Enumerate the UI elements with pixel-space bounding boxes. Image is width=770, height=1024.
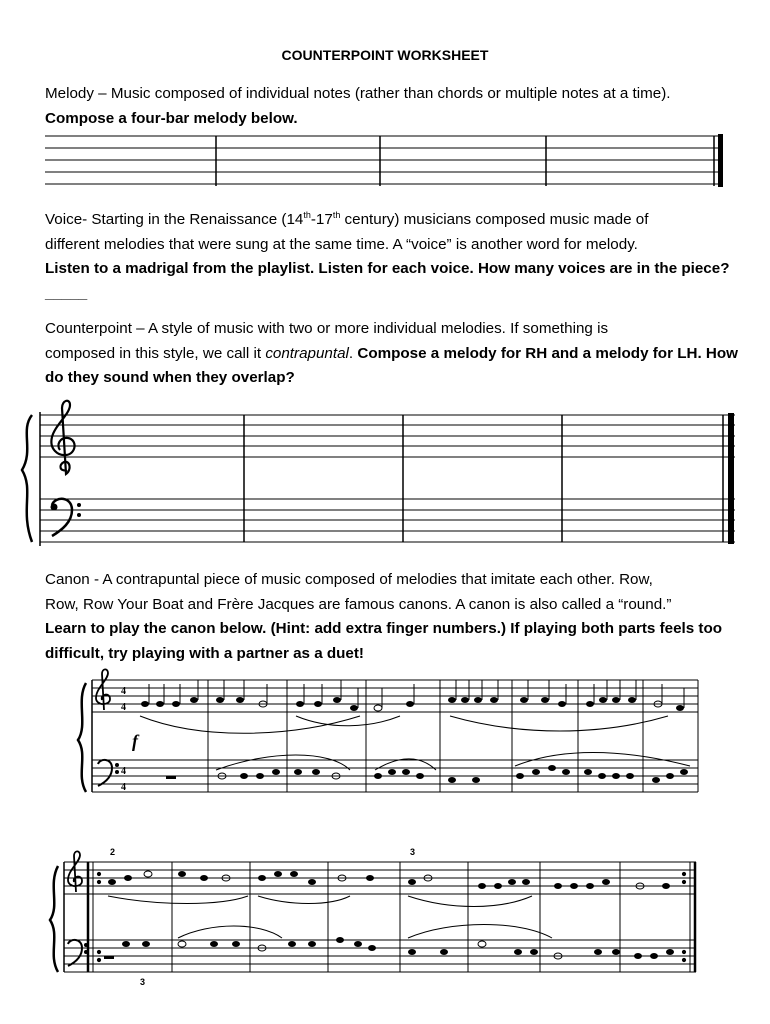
time-signature <box>121 686 126 793</box>
voice-task: Listen to a madrigal from the playlist. Listen for each voice. How many voices are in the piece?_____ <box>45 260 730 302</box>
melody-blank-staff <box>45 134 723 187</box>
melody-definition: Melody – Music composed of individual notes (rather than chords or multiple notes at a time). <box>45 85 671 102</box>
treble-clef-icon <box>51 401 74 474</box>
counterpoint-line1: Counterpoint – A style of music with two or more individual melodies. If something is <box>45 320 609 337</box>
voice-sup-2: th <box>332 209 341 220</box>
dynamic-forte: f <box>132 731 138 751</box>
voice-line1-start: Voice- Starting in the Renaissance (14 <box>45 211 304 228</box>
canon-system-2-notes <box>68 851 686 966</box>
worksheet-title: COUNTERPOINT WORKSHEET <box>281 47 489 63</box>
canon-line1: Canon - A contrapuntal piece of music composed of melodies that imitate each other. Row, <box>45 571 653 588</box>
time-signature-top-treble: 4 <box>121 686 126 697</box>
voice-line1-mid: -17 <box>310 211 333 228</box>
voice-line2: different melodies that were sung at the same time. A “voice” is another word for melody. <box>45 235 638 253</box>
canon-task: Learn to play the canon below. (Hint: add extra finger numbers.) If playing both parts feels too difficult, try playing with a partner as a duet! <box>45 620 723 662</box>
composition-grand-staff <box>22 412 735 546</box>
counterpoint-line2-end: . <box>348 344 358 362</box>
contrapuntal-term: contrapuntal <box>265 344 349 362</box>
time-signature-bottom-treble: 4 <box>121 702 126 713</box>
fingering-number: 3 <box>140 977 146 987</box>
voice-line1-end: century) musicians composed music made of <box>340 211 649 228</box>
canon-system-1-notes <box>96 669 690 786</box>
canon-line2: Row, Row Your Boat and Frère Jacques are famous canons. A canon is also called a “round.” <box>45 595 672 613</box>
melody-task: Compose a four-bar melody below. <box>45 109 298 127</box>
fingering-number: 3 <box>410 847 416 857</box>
counterpoint-line2-start: composed in this style, we call it <box>45 344 266 362</box>
bass-clef-icon <box>51 499 82 536</box>
time-signature-bottom-bass: 4 <box>121 782 126 793</box>
voice-sup-1: th <box>303 209 311 220</box>
time-signature-top-bass: 4 <box>121 766 126 777</box>
counterpoint-task: Compose a melody for RH and a melody for LH. How do they sound when they overlap? <box>45 344 738 386</box>
fingering-number: 2 <box>110 847 116 857</box>
